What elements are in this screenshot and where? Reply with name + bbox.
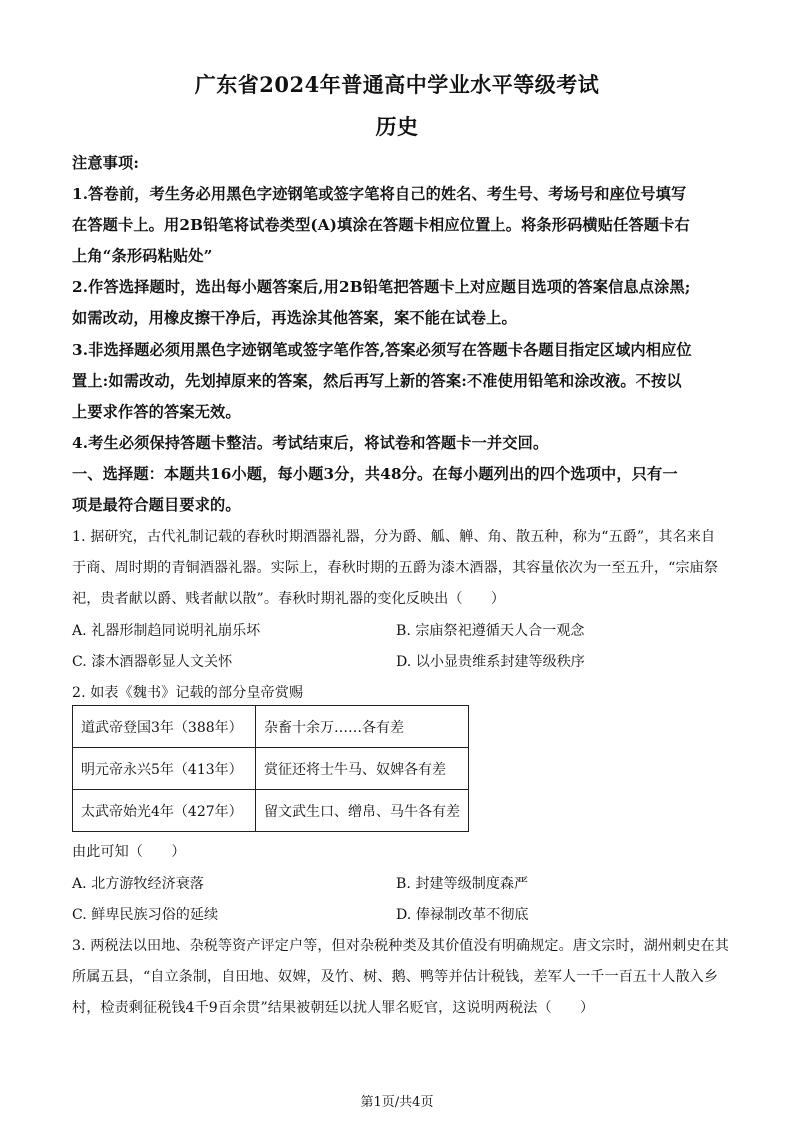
q1-option-a: A. 礼器形制趋同说明礼崩乐坏 bbox=[72, 623, 261, 639]
table-cell: 留文武生口、缯帛、马牛各有差 bbox=[256, 790, 469, 832]
table-row bbox=[73, 706, 469, 748]
table-cell: 杂畜十余万……各有差 bbox=[256, 706, 469, 748]
notice-item-3-line-2: 置上:如需改动，先划掉原来的答案，然后再写上新的答案:不准使用铅笔和涂改液。不按以 bbox=[72, 372, 682, 390]
notice-item-1-line-2: 在答题卡上。用2B铅笔将试卷类型(A)填涂在答题卡相应位置上。将条形码横贴任答题卡右 bbox=[72, 216, 690, 234]
subject-title: 历史 bbox=[375, 114, 419, 139]
q1-option-d: D. 以小显贵维系封建等级秩序 bbox=[396, 654, 585, 670]
q2-option-d: D. 俸禄制改革不彻底 bbox=[396, 907, 529, 923]
q2-stem: 2. 如表《魏书》记载的部分皇帝赏赐 bbox=[72, 685, 304, 701]
q1-stem-line-2: 于商、周时期的青铜酒器礼器。实际上，春秋时期的五爵为漆木酒器，其容量依次为一至五升，“宗庙祭 bbox=[72, 560, 719, 576]
q3-stem-line-1: 3. 两税法以田地、杂税等资产评定户等，但对杂税种类及其价值没有明确规定。唐文宗时，湖州刺史在其 bbox=[72, 938, 729, 954]
notice-heading: 注意事项: bbox=[72, 154, 140, 172]
q3-stem-line-2: 所属五县，“自立条制，自田地、奴婢，及竹、树、鹅、鸭等并估计税钱，差军人一千一百五十人散入乡 bbox=[72, 969, 719, 985]
notice-item-3-line-3: 上要求作答的答案无效。 bbox=[72, 403, 241, 421]
notice-item-2-line-2: 如需改动，用橡皮擦干净后，再选涂其他答案，案不能在试卷上。 bbox=[72, 309, 517, 327]
table-row bbox=[73, 790, 469, 832]
q2-table bbox=[72, 705, 469, 832]
notice-item-2-line-1: 2.作答选择题时，选出每小题答案后,用2B铅笔把答题卡上对应题目选项的答案信息点涂黑; bbox=[72, 278, 691, 296]
page-number: 第1页/共4页 bbox=[360, 1095, 434, 1110]
table-cell: 赏征还将士牛马、奴婢各有差 bbox=[256, 748, 469, 790]
table-row bbox=[73, 748, 469, 790]
table-cell: 道武帝登国3年（388年） bbox=[73, 706, 256, 748]
exam-title: 广东省2024年普通高中学业水平等级考试 bbox=[194, 72, 600, 97]
q1-stem-line-3: 祀，贵者献以爵、贱者献以散”。春秋时期礼器的变化反映出（ ） bbox=[72, 591, 506, 607]
q1-stem-line-1: 1. 据研究，古代礼制记载的春秋时期酒器礼器，分为爵、觚、觯、角、散五种，称为“五爵”，其名来自 bbox=[72, 529, 716, 545]
q1-option-c: C. 漆木酒器彰显人文关怀 bbox=[72, 654, 233, 670]
notice-item-1-line-3: 上角“条形码粘贴处” bbox=[72, 247, 213, 265]
table-cell: 明元帝永兴5年（413年） bbox=[73, 748, 256, 790]
q3-stem-line-3: 村，检责剩征税钱4千9百余贯”结果被朝廷以扰人罪名贬官，这说明两税法（ ） bbox=[72, 1000, 595, 1016]
table-cell: 太武帝始光4年（427年） bbox=[73, 790, 256, 832]
q2-after-table: 由此可知（ ） bbox=[72, 844, 186, 860]
q2-option-a: A. 北方游牧经济衰落 bbox=[72, 876, 204, 892]
notice-item-1-line-1: 1.答卷前，考生务必用黑色字迹钢笔或签字笔将自己的姓名、考生号、考场号和座位号填写 bbox=[72, 185, 687, 203]
q2-option-b: B. 封建等级制度森严 bbox=[396, 876, 529, 892]
section1-line-1: 一、选择题：本题共16小题，每小题3分，共48分。在每小题列出的四个选项中，只有一 bbox=[72, 465, 678, 483]
notice-item-4: 4.考生必须保持答题卡整洁。考试结束后，将试卷和答题卡一并交回。 bbox=[72, 434, 549, 452]
notice-item-3-line-1: 3.非选择题必须用黑色字迹钢笔或签字笔作答,答案必须写在答题卡各题目指定区域内相应位 bbox=[72, 341, 692, 359]
section1-line-2: 项是最符合题目要求的。 bbox=[72, 496, 241, 514]
q1-option-b: B. 宗庙祭祀遵循天人合一观念 bbox=[396, 623, 585, 639]
q2-option-c: C. 鲜卑民族习俗的延续 bbox=[72, 907, 219, 923]
